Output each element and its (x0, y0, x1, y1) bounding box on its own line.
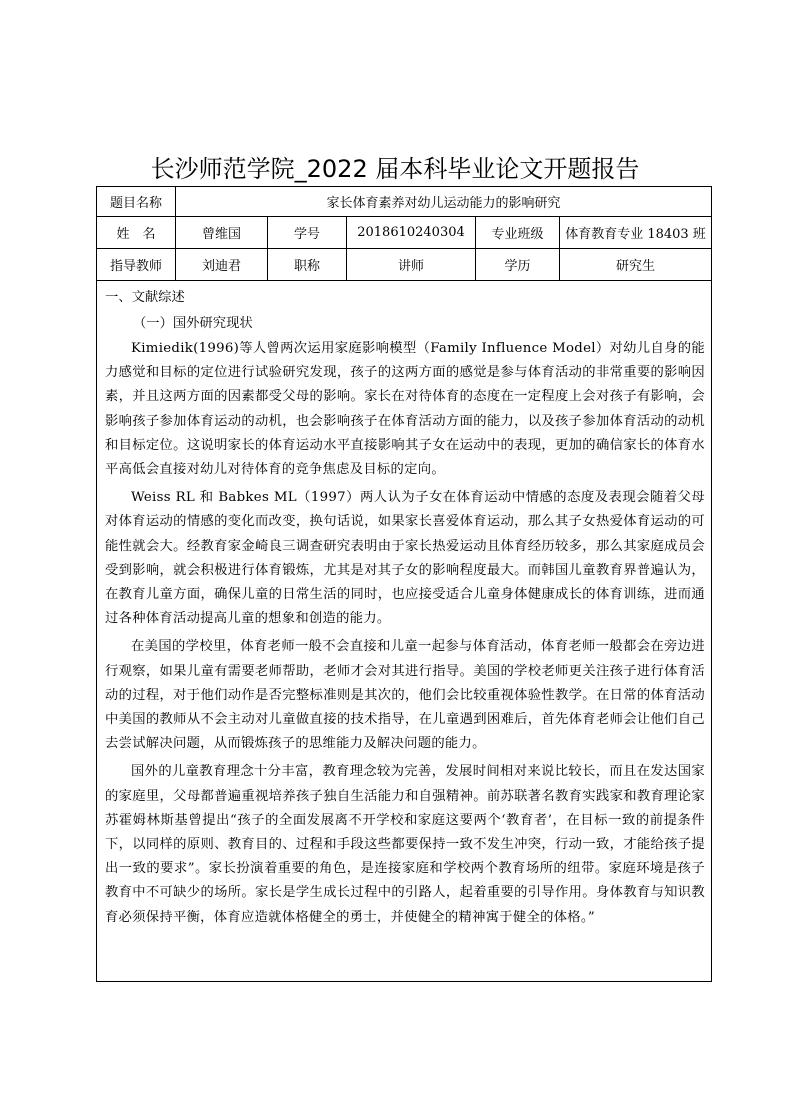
paragraph: Weiss RL 和 Babkes ML（1997）两人认为子女在体育运动中情感的态度及表现会随着父母对体育运动的情感的变化而改变，换句话说，如果家长喜爱体育运动，那么其子女热爱体育运动的可能性就会大。经教育家金崎良三调查研究表明由于家长热爱运动且体育经历较多，那么其家庭成员会受到影响，就会积极进行体育锻炼，尤其是对其子女的影响程度最大。而韩国儿童教育界普遍认为，在教育儿童方面，确保儿童的日常生活的同时，也应接受适合儿童身体健康成长的体育训练，进而通过各种体育活动提高儿童的想象和创造的能力。 (105, 490, 705, 627)
literature-review (97, 281, 711, 981)
degree-value: 研究生 (615, 259, 655, 274)
advisor-value: 刘迪君 (176, 249, 268, 280)
rank-value: 讲师 (347, 249, 476, 280)
class-label: 专业班级 (476, 217, 560, 248)
topic-row (97, 187, 711, 217)
student-id-value: 2018610240304 (347, 217, 476, 248)
topic-label: 题目名称 (97, 187, 176, 216)
name-label: 姓 名 (97, 217, 176, 248)
sub-heading: （一）国外研究现状 (133, 316, 253, 331)
class-value: 体育教育专业 18403 班 (565, 227, 706, 242)
paragraph: 国外的儿童教育理念十分丰富，教育理念较为完善，发展时间相对来说比较长，而且在发达国家的家庭里，父母都普遍重视培养孩子独自生活能力和自强精神。前苏联著名教育实践家和教育理论家苏霍姆林斯基曾提出“孩子的全面发展离不开学校和家庭这要两个‘教育者’，在目标一致的前提条件下，以同样的原则、教育目的、过程和手段这些都要保持一致不发生冲突，行动一致，才能给孩子提出一致的要求”。家长扮演着重要的角色，是连接家庭和学校两个教育场所的纽带。家庭环境是孩子教育中不可缺少的场所。家长是学生成长过程中的引路人，起着重要的引导作用。身体教育与知识教育必须保持平衡，体育应造就体格健全的勇士，并使健全的精神寓于健全的体格。” (105, 764, 705, 925)
topic-value: 家长体育素养对幼儿运动能力的影响研究 (326, 196, 561, 211)
paragraph: Kimiedik(1996)等人曾两次运用家庭影响模型（Family Influence Model）对幼儿自身的能力感觉和目标的定位进行试验研究发现，孩子的这两方面的感觉是参与体育活动的非常重要的影响因素，并且这两方面的因素都受父母的影响。家长在对待体育的态度在一定程度上会对孩子有影响，会影响孩子参加体育运动的动机，也会影响孩子在体育活动方面的能力，以及孩子参加体育活动的动机和目标定位。这说明家长的体育运动水平直接影响其子女在运动中的表现，更加的确信家长的体育水平高低会直接对幼儿对待体育的竞争焦虑及目标的定向。 (105, 341, 705, 478)
proposal-form (96, 186, 712, 982)
paragraph: 在美国的学校里，体育老师一般不会直接和儿童一起参与体育活动，体育老师一般都会在旁边进行观察，如果儿童有需要老师帮助，老师才会对其进行指导。美国的学校老师更关注孩子进行体育活动的过程，对于他们动作是否完整标准则是其次的，他们会比较重视体验性教学。在日常的体育活动中美国的教师从不会主动对儿童做直接的技术指导，在儿童遇到困难后，首先体育老师会让他们自己去尝试解决问题，从而锻炼孩子的思维能力及解决问题的能力。 (105, 639, 705, 752)
rank-label: 职称 (268, 249, 347, 280)
advisor-row (97, 249, 711, 281)
section-heading: 一、文献综述 (105, 290, 185, 305)
name-value: 曾维国 (176, 217, 268, 248)
advisor-label: 指导教师 (97, 249, 176, 280)
student-id-label: 学号 (268, 217, 347, 248)
degree-label: 学历 (476, 249, 560, 280)
page-title: 长沙师范学院_2022 届本科毕业论文开题报告 (150, 155, 640, 183)
student-row (97, 217, 711, 249)
